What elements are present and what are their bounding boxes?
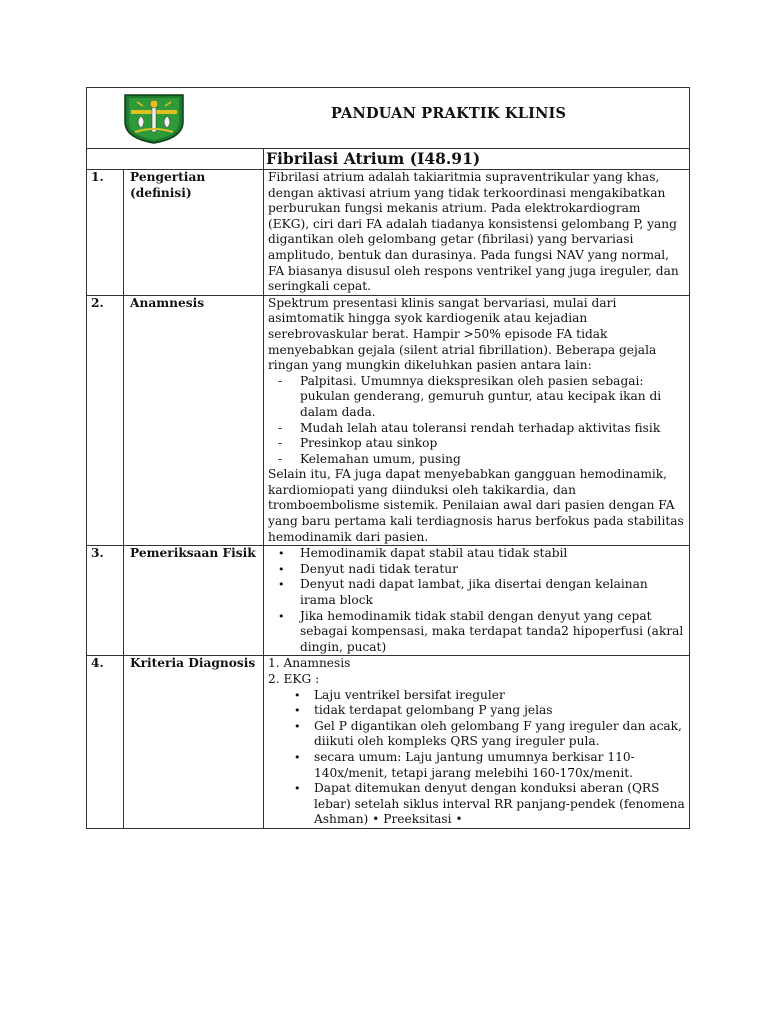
list-item <box>268 703 685 719</box>
definition-text: Fibrilasi atrium adalah takiaritmia supraventrikular yang khas, dengan aktivasi atrium yang tidak terkoordinasi mengakibatkan perburukan fungsi mekanis atrium. Pada elektrokardiogram (EKG), ciri dari FA adalah tiadanya konsistensi gelombang P, yang digantikan oleh gelombang getar (fibrilasi) yang bervariasi amplitudo, bentuk dan durasinya. Pada fungsi NAV yang normal, FA biasanya disusul oleh respons ventrikel yang juga ireguler, dan seringkali cepat. <box>267 170 679 294</box>
ekg-criteria-list <box>268 688 685 828</box>
section-number: 3. <box>87 546 124 656</box>
list-item-text: Presinkop atau sinkop <box>299 436 438 451</box>
symptom-list <box>268 374 685 468</box>
list-item-text: secara umum: Laju jantung umumnya berkisar 110-140x/menit, tetapi jarang melebihi 160-170x/menit. <box>313 749 635 780</box>
list-item <box>268 750 685 781</box>
section-label: Pengertian (definisi) <box>124 170 264 296</box>
section-label: Anamnesis <box>124 295 264 546</box>
list-item <box>268 781 685 828</box>
document-title: PANDUAN PRAKTIK KLINIS <box>331 105 567 122</box>
section-number: 2. <box>87 295 124 546</box>
bullet-marker: • <box>277 578 285 592</box>
section-number: 1. <box>87 170 124 296</box>
list-item <box>268 609 685 656</box>
list-item <box>268 719 685 750</box>
section-row-1 <box>87 170 690 296</box>
section-row-2 <box>87 295 690 546</box>
subtitle-row <box>87 149 690 170</box>
list-item <box>268 577 685 608</box>
list-item <box>268 546 685 562</box>
clinical-guide-table <box>86 87 690 829</box>
subtitle-spacer <box>87 149 264 170</box>
list-item-text: Laju ventrikel bersifat ireguler <box>313 687 505 702</box>
list-item <box>268 452 685 468</box>
document-subtitle: Fibrilasi Atrium (I48.91) <box>263 149 689 170</box>
list-item <box>268 436 685 452</box>
list-item <box>268 421 685 437</box>
criteria-step-2: 2. EKG : <box>267 672 320 686</box>
section-row-4 <box>87 656 690 829</box>
criteria-step-1: 1. Anamnesis <box>267 656 351 671</box>
header-cell <box>87 88 690 149</box>
section-number: 4. <box>87 656 124 829</box>
list-item-text: Denyut nadi dapat lambat, jika disertai dengan kelainan irama block <box>299 577 648 608</box>
bullet-marker: • <box>293 719 301 733</box>
list-marker: - <box>277 451 283 466</box>
list-item-text: Denyut nadi tidak teratur <box>299 561 458 576</box>
list-item-text: Gel P digantikan oleh gelombang F yang ireguler dan acak, diikuti oleh kompleks QRS yang ireguler pula. <box>313 718 682 749</box>
section-row-3 <box>87 546 690 656</box>
list-marker: - <box>277 373 283 388</box>
bullet-marker: • <box>293 688 301 702</box>
list-item <box>268 562 685 578</box>
section-label: Kriteria Diagnosis <box>124 656 264 829</box>
anamnesis-intro: Spektrum presentasi klinis sangat bervariasi, mulai dari asimtomatik hingga syok kardiogenik atau kejadian serebrovaskular berat. Hampir >50% episode FA tidak menyebabkan gejala (silent atrial fibrillation). Beberapa gejala ringan yang mungkin dikeluhkan pasien antara lain: <box>267 295 657 373</box>
anamnesis-outro: Selain itu, FA juga dapat menyebabkan gangguan hemodinamik, kardiomiopati yang diinduksi oleh takikardia, dan tromboembolisme sistemik. Penilaian awal dari pasien dengan FA yang baru pertama kali terdiagnosis harus berfokus pada stabilitas hemodinamik dari pasien. <box>267 467 684 544</box>
bullet-marker: • <box>277 562 285 576</box>
bullet-marker: • <box>277 609 285 623</box>
section-label: Pemeriksaan Fisik <box>124 546 264 656</box>
list-item-text: Kelemahan umum, pusing <box>299 451 461 466</box>
physical-exam-list <box>268 546 685 655</box>
list-item-text: tidak terdapat gelombang P yang jelas <box>313 703 553 718</box>
document-page <box>86 87 690 829</box>
list-item <box>268 374 685 421</box>
bullet-marker: • <box>293 704 301 718</box>
list-item-text: Hemodinamik dapat stabil atau tidak stabil <box>299 546 568 561</box>
regional-emblem-icon <box>121 92 187 144</box>
list-marker: - <box>277 420 283 435</box>
list-item-text: Mudah lelah atau toleransi rendah terhadap aktivitas fisik <box>299 420 661 435</box>
list-marker: - <box>277 436 283 451</box>
list-item-text: Dapat ditemukan denyut dengan konduksi aberan (QRS lebar) setelah siklus interval RR panjang-pendek (fenomena Ashman) • Preeksitasi • <box>313 781 685 827</box>
section-content <box>263 656 689 829</box>
bullet-marker: • <box>293 750 301 764</box>
section-content <box>263 546 689 656</box>
header-row <box>87 88 690 149</box>
bullet-marker: • <box>277 547 285 561</box>
list-item <box>268 688 685 704</box>
list-item-text: Palpitasi. Umumnya diekspresikan oleh pasien sebagai: pukulan genderang, gemuruh guntur, atau kecipak ikan di dalam dada. <box>299 373 662 419</box>
list-item-text: Jika hemodinamik tidak stabil dengan denyut yang cepat sebagai kompensasi, maka terdapat tanda2 hipoperfusi (akral dingin, pucat) <box>299 608 684 654</box>
section-content <box>263 295 689 546</box>
section-content <box>263 170 689 296</box>
bullet-marker: • <box>293 782 301 796</box>
